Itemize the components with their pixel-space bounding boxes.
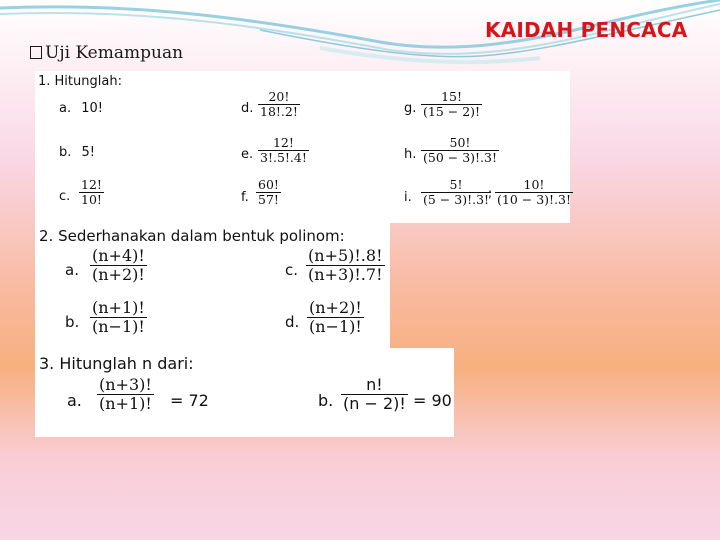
- item-3a-label: a.: [67, 391, 82, 410]
- denominator: 10!: [81, 192, 102, 208]
- item-value: 5!: [81, 145, 96, 160]
- numerator: 50!: [449, 135, 471, 150]
- item-3b-label: b.: [318, 391, 334, 410]
- numerator: 15!: [441, 89, 462, 104]
- section-heading: [30, 43, 183, 63]
- item-3b-fraction: [341, 376, 408, 414]
- slide-title: KAIDAH PENCACA: [485, 18, 688, 42]
- denominator: (n+2)!: [92, 265, 145, 285]
- item-1d-label: d.: [241, 101, 254, 116]
- item-label: a.: [59, 101, 72, 116]
- item-1c-label: c.: [59, 189, 71, 204]
- problem-2-panel: [35, 221, 390, 349]
- denominator: (n−1)!: [309, 317, 362, 337]
- denominator: (10 − 3)!.3!: [497, 192, 572, 208]
- denominator: (15 − 2)!: [423, 104, 481, 120]
- item-1f-fraction: [256, 178, 281, 208]
- denominator: (n − 2)!: [343, 394, 406, 414]
- item-1d-fraction: [258, 90, 300, 120]
- item-1i-fraction-2: [495, 178, 573, 208]
- item-1b: [59, 145, 95, 160]
- numerator: 5!: [449, 177, 463, 192]
- numerator: (n+1)!: [92, 298, 145, 317]
- problem-1-panel: [35, 71, 570, 223]
- denominator: (50 − 3)!.3!: [423, 150, 498, 166]
- denominator: (n+1)!: [99, 394, 152, 414]
- item-1i-fraction-1: [421, 178, 491, 208]
- item-1i-separator: ;: [488, 186, 493, 200]
- item-1a: [59, 101, 103, 116]
- numerator: 12!: [81, 177, 102, 192]
- item-2d-label: d.: [285, 313, 300, 331]
- item-3a-rhs: = 72: [170, 391, 209, 410]
- numerator: (n+5)!.8!: [308, 246, 383, 265]
- item-1e-fraction: [258, 136, 309, 166]
- problem-2-heading: 2. Sederhanakan dalam bentuk polinom:: [39, 227, 345, 245]
- item-1i-label: i.: [404, 190, 412, 205]
- item-1h-fraction: [421, 136, 499, 166]
- numerator: (n+2)!: [309, 298, 362, 317]
- item-2b-fraction: [90, 299, 147, 337]
- section-heading-text: Uji Kemampuan: [45, 43, 184, 63]
- numerator: 60!: [258, 177, 279, 192]
- numerator: 12!: [272, 135, 294, 150]
- problem-3-heading: 3. Hitunglah n dari:: [39, 354, 194, 373]
- item-1f-label: f.: [241, 190, 249, 205]
- item-2c-fraction: [306, 247, 385, 285]
- problem-1-heading: 1. Hitunglah:: [38, 74, 122, 89]
- denominator: (n+3)!.7!: [308, 265, 383, 285]
- numerator: 10!: [523, 177, 545, 192]
- item-1h-label: h.: [404, 147, 417, 162]
- item-3a-fraction: [97, 376, 154, 414]
- item-2b-label: b.: [65, 313, 80, 331]
- item-label: b.: [59, 145, 72, 160]
- item-value: 10!: [81, 101, 104, 116]
- numerator: (n+4)!: [92, 246, 145, 265]
- item-3b-rhs: = 90: [413, 391, 452, 410]
- numerator: (n+3)!: [99, 375, 152, 394]
- bullet-icon: [30, 46, 42, 59]
- problem-3-panel: [35, 348, 454, 437]
- denominator: 18!.2!: [260, 104, 298, 120]
- item-2a-fraction: [90, 247, 147, 285]
- item-2d-fraction: [307, 299, 364, 337]
- item-2a-label: a.: [65, 261, 79, 279]
- numerator: 20!: [268, 89, 290, 104]
- item-1g-fraction: [421, 90, 482, 120]
- item-1e-label: e.: [241, 147, 254, 162]
- numerator: n!: [366, 375, 383, 394]
- denominator: (5 − 3)!.3!: [423, 192, 490, 208]
- item-2c-label: c.: [285, 261, 299, 279]
- denominator: 57!: [258, 192, 279, 208]
- denominator: 3!.5!.4!: [260, 150, 307, 166]
- item-1c-fraction: [79, 178, 104, 208]
- item-1g-label: g.: [404, 101, 417, 116]
- denominator: (n−1)!: [92, 317, 145, 337]
